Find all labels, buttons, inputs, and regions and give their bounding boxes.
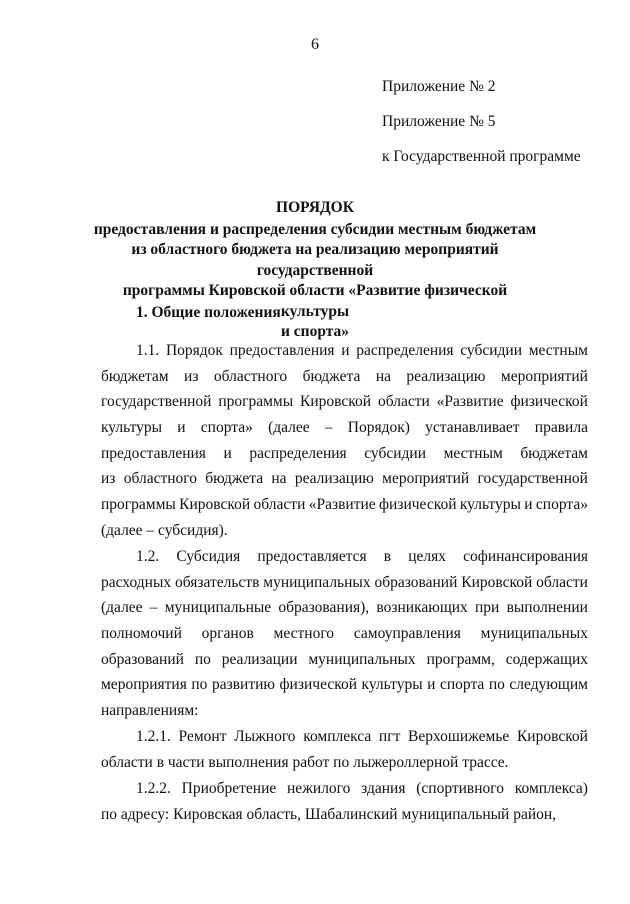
paragraph-line: 1.2.2. Приобретение нежилого здания (спортивного комплекса) — [136, 779, 588, 797]
paragraph-line: предоставления и распределения субсидии местным бюджетам — [101, 444, 588, 462]
paragraph-line: из областного бюджета на реализацию мероприятий государственной — [101, 470, 588, 488]
paragraph-line: программы Кировской области «Развитие физической культуры и спорта» — [101, 496, 588, 514]
title-line: из областного бюджета на реализацию мероприятий государственной — [131, 241, 499, 279]
section-heading: 1. Общие положения — [136, 304, 281, 321]
title-line: предоставления и распределения субсидии местным бюджетам — [93, 220, 537, 238]
paragraph — [101, 776, 588, 827]
title-line: и спорта» — [280, 323, 350, 340]
title-line: программы Кировской области «Развитие физической культуры — [122, 282, 508, 320]
paragraph-line: области в части выполнения работ по лыжероллерной трассе. — [101, 753, 509, 771]
paragraph-line: направлениям: — [101, 702, 199, 720]
paragraph-line: 1.2. Субсидия предоставляется в целях софинансирования — [136, 547, 588, 565]
paragraph — [101, 544, 588, 724]
paragraph-line: 1.2.1. Ремонт Лыжного комплекса пгт Верхошижемье Кировской — [136, 728, 588, 746]
paragraph — [101, 338, 588, 544]
appendix-line-2: Приложение № 5 — [382, 113, 496, 130]
paragraph-line: культуры и спорта» (далее – Порядок) устанавливает правила — [101, 419, 588, 437]
paragraph-line: полномочий органов местного самоуправления муниципальных — [101, 624, 588, 642]
paragraph-line: расходных обязательств муниципальных образований Кировской области — [101, 573, 588, 591]
paragraph-line: (далее – муниципальные образования), возникающих при выполнении — [101, 599, 588, 617]
document-body — [101, 338, 588, 827]
paragraph-line: бюджетам из областного бюджета на реализацию мероприятий — [101, 367, 588, 385]
paragraph-line: 1.1. Порядок предоставления и распределения субсидии местным — [136, 342, 588, 359]
paragraph-line: по адресу: Кировская область, Шабалинский муниципальный район, — [101, 805, 557, 823]
paragraph-line: государственной программы Кировской области «Развитие физической — [101, 393, 588, 411]
paragraph-line: образований по реализации муниципальных программ, содержащих — [101, 650, 588, 668]
paragraph-line: (далее – субсидия). — [101, 521, 228, 539]
title-heading: ПОРЯДОК — [276, 199, 354, 216]
appendix-line-3: к Государственной программе — [382, 148, 581, 165]
paragraph-line: мероприятия по развитию физической культуры и спорта по следующим — [101, 676, 588, 694]
page-number: 6 — [311, 36, 319, 53]
appendix-line-1: Приложение № 2 — [382, 78, 496, 95]
paragraph — [101, 724, 588, 775]
